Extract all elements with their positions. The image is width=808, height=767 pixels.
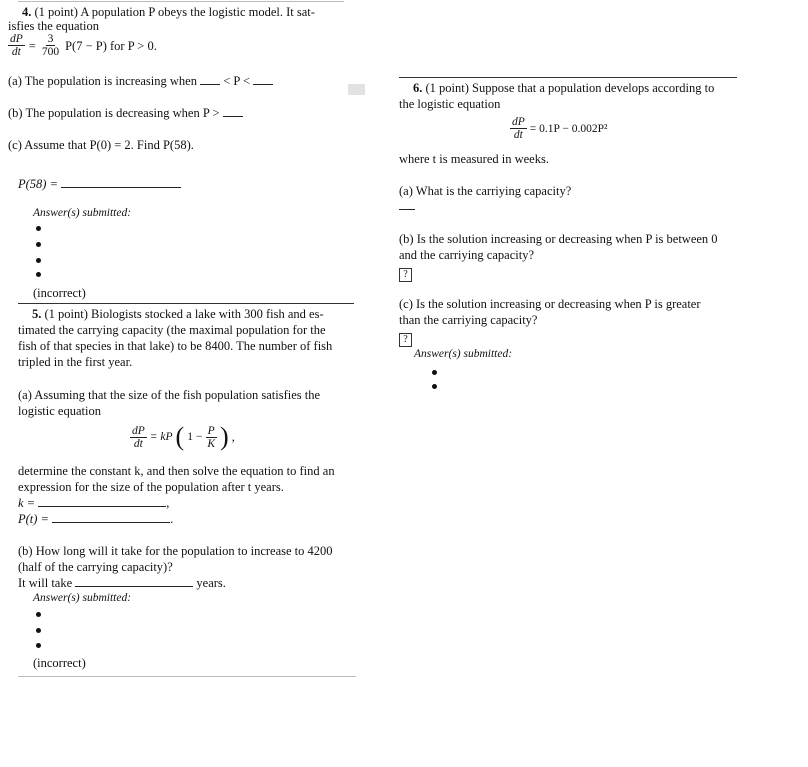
problem5-k-input[interactable]	[38, 495, 166, 507]
problem6-top-rule	[399, 77, 737, 78]
problem6-part-b-select[interactable]: ?	[399, 268, 412, 282]
problem5-part-a	[18, 387, 358, 419]
problem6-part-b-l1: (b) Is the solution increasing or decreasing when P is between 0	[399, 232, 718, 246]
problem5-eq-rparen: )	[220, 422, 229, 451]
problem4-submitted-label: Answer(s) submitted:	[33, 207, 132, 219]
problem5-part-b	[18, 543, 358, 575]
problem6-part-c-l2: than the carriying capacity?	[399, 313, 538, 327]
problem6-part-b	[399, 231, 744, 282]
problem5-pt-input[interactable]	[52, 511, 170, 523]
problem5-k-end: ,	[166, 496, 170, 510]
problem5-pt-label: P(t) =	[18, 512, 49, 526]
problem4-status: (incorrect)	[33, 286, 86, 300]
problem4-answer-row	[18, 176, 181, 192]
problem4-equation	[8, 33, 157, 58]
problem5-take-suffix: years.	[196, 576, 226, 590]
problem5-take-input[interactable]	[75, 575, 193, 587]
problem5-header-l4: tripled in the first year.	[18, 355, 133, 369]
problem5-eq-mid: = kP	[149, 431, 173, 443]
problem4-part-a-mid: < P <	[223, 74, 251, 88]
problem5-bullet	[36, 612, 41, 617]
problem4-bullet	[36, 272, 41, 277]
problem5-part-a-l2: logistic equation	[18, 404, 101, 418]
problem5-eq-dpdt	[130, 425, 147, 450]
problem5-part-a-l1: (a) Assuming that the size of the fish population satisfies the	[18, 388, 321, 402]
problem5-part-a-l4: expression for the size of the population after t years.	[18, 480, 284, 494]
problem5-take-row	[18, 575, 226, 591]
problem5-bullet	[36, 643, 41, 648]
problem4-eq-equals: =	[28, 38, 36, 53]
problem4-answer-input[interactable]	[61, 176, 181, 188]
problem4-bullet	[36, 258, 41, 263]
problem5-part-b-l2: (half of the carrying capacity)?	[18, 560, 173, 574]
problem4-eq-coeff-den: 700	[41, 46, 60, 58]
problem5-pt-row	[18, 511, 173, 527]
problem5-header-l1: (1 point) Biologists stocked a lake with 300 fish and es-	[44, 307, 324, 321]
problem5-eq-pk	[205, 425, 217, 450]
problem4-top-rule	[18, 1, 344, 2]
problem6-bullet	[432, 370, 437, 375]
problem6-eq-dt: dt	[513, 129, 523, 141]
problem6-eq-dpdt	[510, 116, 527, 141]
problem5-pt-end: .	[170, 512, 174, 526]
problem5-header-l2: timated the carrying capacity (the maximal population for the	[18, 323, 326, 337]
problem4-eq-dpdt	[8, 33, 25, 58]
problem6-part-c-select[interactable]: ?	[399, 333, 412, 347]
problem6-eq-rhs: = 0.1P − 0.002P²	[529, 122, 608, 135]
problem5-part-a-desc	[18, 463, 358, 495]
problem6-part-a: (a) What is the carriying capacity?	[399, 184, 572, 198]
problem6-number: 6.	[413, 81, 423, 95]
problem5-equation	[130, 424, 235, 450]
problem5-part-b-l1: (b) How long will it take for the population to increase to 4200	[18, 544, 333, 558]
problem5-eq-dp: dP	[132, 424, 145, 437]
problem6-header-l2: the logistic equation	[399, 97, 501, 111]
problem5-k-row	[18, 495, 169, 511]
problem4-part-a-prefix: (a) The population is increasing when	[8, 74, 197, 88]
problem6-part-c	[399, 296, 744, 347]
problem5-part-a-l3: determine the constant k, and then solve the equation to find an	[18, 464, 335, 478]
problem4-answer-label: P(58) =	[18, 177, 59, 191]
problem6-eq-dp: dP	[512, 116, 525, 128]
problem5-bullet	[36, 628, 41, 633]
problem4-part-a-lower-input[interactable]	[200, 73, 220, 85]
problem4-eq-coeff	[40, 33, 61, 58]
problem6-part-a-input[interactable]	[399, 209, 415, 210]
problem4-part-b	[8, 105, 243, 121]
problem6-part-b-l2: and the carriying capacity?	[399, 248, 534, 262]
problem6-header-l1: (1 point) Suppose that a population develops according to	[425, 81, 715, 95]
problem6-where: where t is measured in weeks.	[399, 152, 549, 166]
problem4-header-text: (1 point) A population P obeys the logistic model. It sat-	[34, 5, 315, 19]
problem5-bottom-rule	[18, 676, 356, 677]
problem5-header	[18, 306, 358, 370]
problem4-eq-tail: P(7 − P) for P > 0.	[65, 38, 157, 53]
problem4-part-a	[8, 73, 273, 89]
problem6-equation	[510, 116, 607, 141]
problem4-eq-dp: dP	[10, 33, 23, 45]
problem5-eq-end: ,	[231, 430, 235, 444]
problem5-eq-one: 1 −	[187, 431, 203, 443]
problem4-part-a-upper-input[interactable]	[253, 73, 273, 85]
problem4-bullet	[36, 226, 41, 231]
problem4-eq-dt: dt	[11, 46, 21, 58]
problem5-submitted-label: Answer(s) submitted:	[33, 592, 132, 604]
problem6-header	[399, 80, 744, 112]
problem4-number: 4.	[22, 5, 32, 19]
problem5-status: (incorrect)	[33, 656, 86, 670]
problem6-bullet	[432, 384, 437, 389]
problem5-header-l3: fish of that species in that lake) to be 8400. The number of fish	[18, 339, 333, 353]
problem5-eq-dt: dt	[133, 437, 143, 450]
problem4-part-c: (c) Assume that P(0) = 2. Find P(58).	[8, 138, 194, 152]
problem4-part-b-text: (b) The population is decreasing when P >	[8, 106, 220, 120]
problem5-k-label: k =	[18, 496, 36, 510]
problem6-part-c-l1: (c) Is the solution increasing or decreasing when P is greater	[399, 297, 701, 311]
problem4-eq-coeff-num: 3	[47, 33, 54, 45]
problem5-take-prefix: It will take	[18, 576, 73, 590]
problem4-bullet	[36, 242, 41, 247]
problem5-eq-k: K	[207, 437, 216, 450]
problem5-top-rule	[18, 303, 354, 304]
problem6-submitted-label: Answer(s) submitted:	[414, 348, 513, 360]
problem4-part-b-input[interactable]	[223, 105, 243, 117]
problem5-eq-lparen: (	[175, 422, 185, 451]
problem5-eq-p: P	[207, 424, 215, 437]
column-marker	[348, 84, 365, 95]
problem4-header-line2: isfies the equation	[8, 19, 99, 33]
problem5-number: 5.	[32, 307, 42, 321]
